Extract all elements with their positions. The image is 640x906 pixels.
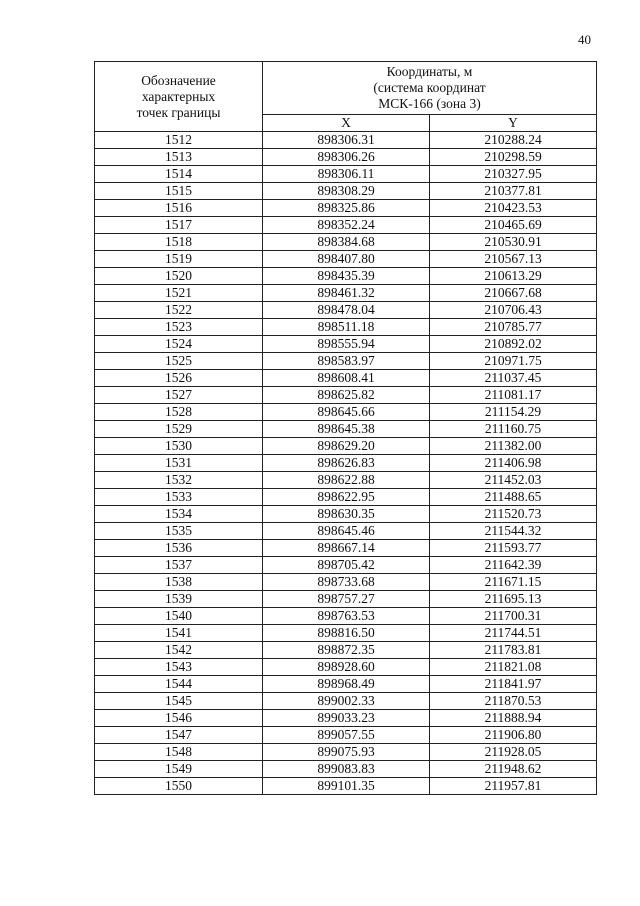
- table-row: [95, 574, 597, 591]
- y-coordinate-cell: 210327.95: [430, 166, 597, 183]
- point-id-cell: 1522: [95, 302, 263, 319]
- point-id-cell: 1523: [95, 319, 263, 336]
- y-coordinate-cell: 211154.29: [430, 404, 597, 421]
- x-coordinate-cell: 898733.68: [263, 574, 430, 591]
- y-coordinate-cell: 210530.91: [430, 234, 597, 251]
- x-coordinate-cell: 898968.49: [263, 676, 430, 693]
- x-coordinate-cell: 899033.23: [263, 710, 430, 727]
- header-coordinates-line-3: МСК-166 (зона 3): [378, 96, 481, 111]
- y-coordinate-cell: 210971.75: [430, 353, 597, 370]
- point-id-cell: 1528: [95, 404, 263, 421]
- y-coordinate-cell: 210298.59: [430, 149, 597, 166]
- y-coordinate-cell: 210613.29: [430, 268, 597, 285]
- y-coordinate-cell: 211841.97: [430, 676, 597, 693]
- x-coordinate-cell: 898435.39: [263, 268, 430, 285]
- y-coordinate-cell: 210423.53: [430, 200, 597, 217]
- table-row: [95, 489, 597, 506]
- point-id-cell: 1531: [95, 455, 263, 472]
- table-row: [95, 421, 597, 438]
- x-coordinate-cell: 898645.46: [263, 523, 430, 540]
- point-id-cell: 1515: [95, 183, 263, 200]
- point-id-cell: 1529: [95, 421, 263, 438]
- coordinates-table: [94, 61, 597, 795]
- x-coordinate-cell: 898763.53: [263, 608, 430, 625]
- x-coordinate-cell: 898667.14: [263, 540, 430, 557]
- header-x: X: [263, 115, 430, 132]
- y-coordinate-cell: 211488.65: [430, 489, 597, 506]
- table-row: [95, 625, 597, 642]
- y-coordinate-cell: 210377.81: [430, 183, 597, 200]
- y-coordinate-cell: 210785.77: [430, 319, 597, 336]
- x-coordinate-cell: 898622.95: [263, 489, 430, 506]
- y-coordinate-cell: 210892.02: [430, 336, 597, 353]
- point-id-cell: 1547: [95, 727, 263, 744]
- y-coordinate-cell: 211544.32: [430, 523, 597, 540]
- page-number: 40: [578, 32, 591, 47]
- point-id-cell: 1536: [95, 540, 263, 557]
- table-row: [95, 693, 597, 710]
- y-coordinate-cell: 211642.39: [430, 557, 597, 574]
- point-id-cell: 1517: [95, 217, 263, 234]
- table-row: [95, 744, 597, 761]
- x-coordinate-cell: 898555.94: [263, 336, 430, 353]
- y-coordinate-cell: 210667.68: [430, 285, 597, 302]
- table-row: [95, 778, 597, 795]
- x-coordinate-cell: 898872.35: [263, 642, 430, 659]
- x-coordinate-cell: 898583.97: [263, 353, 430, 370]
- y-coordinate-cell: 211160.75: [430, 421, 597, 438]
- table-row: [95, 285, 597, 302]
- table-row: [95, 591, 597, 608]
- y-coordinate-cell: 210706.43: [430, 302, 597, 319]
- table-row: [95, 132, 597, 149]
- y-coordinate-cell: 211928.05: [430, 744, 597, 761]
- point-id-cell: 1537: [95, 557, 263, 574]
- point-id-cell: 1527: [95, 387, 263, 404]
- y-coordinate-cell: 211744.51: [430, 625, 597, 642]
- table-row: [95, 166, 597, 183]
- x-coordinate-cell: 898757.27: [263, 591, 430, 608]
- table-row: [95, 506, 597, 523]
- x-coordinate-cell: 899002.33: [263, 693, 430, 710]
- y-coordinate-cell: 211452.03: [430, 472, 597, 489]
- table-row: [95, 251, 597, 268]
- x-coordinate-cell: 898306.31: [263, 132, 430, 149]
- table-row: [95, 676, 597, 693]
- header-designation-line-3: точек границы: [136, 104, 221, 120]
- x-coordinate-cell: 898816.50: [263, 625, 430, 642]
- y-coordinate-cell: 211888.94: [430, 710, 597, 727]
- point-id-cell: 1533: [95, 489, 263, 506]
- y-coordinate-cell: 211081.17: [430, 387, 597, 404]
- point-id-cell: 1525: [95, 353, 263, 370]
- point-id-cell: 1519: [95, 251, 263, 268]
- table-row: [95, 523, 597, 540]
- y-coordinate-cell: 211700.31: [430, 608, 597, 625]
- point-id-cell: 1535: [95, 523, 263, 540]
- point-id-cell: 1546: [95, 710, 263, 727]
- y-coordinate-cell: 210567.13: [430, 251, 597, 268]
- x-coordinate-cell: 898511.18: [263, 319, 430, 336]
- x-coordinate-cell: 898608.41: [263, 370, 430, 387]
- table-row: [95, 659, 597, 676]
- y-coordinate-cell: 210465.69: [430, 217, 597, 234]
- header-designation: [95, 62, 263, 132]
- point-id-cell: 1534: [95, 506, 263, 523]
- point-id-cell: 1542: [95, 642, 263, 659]
- point-id-cell: 1544: [95, 676, 263, 693]
- table-row: [95, 608, 597, 625]
- point-id-cell: 1539: [95, 591, 263, 608]
- x-coordinate-cell: 898325.86: [263, 200, 430, 217]
- point-id-cell: 1549: [95, 761, 263, 778]
- table-row: [95, 710, 597, 727]
- x-coordinate-cell: 898478.04: [263, 302, 430, 319]
- header-coordinates-line-1: Координаты, м: [386, 64, 473, 79]
- x-coordinate-cell: 898629.20: [263, 438, 430, 455]
- x-coordinate-cell: 898645.66: [263, 404, 430, 421]
- table-row: [95, 183, 597, 200]
- y-coordinate-cell: 211957.81: [430, 778, 597, 795]
- x-coordinate-cell: 898645.38: [263, 421, 430, 438]
- table-row: [95, 353, 597, 370]
- point-id-cell: 1521: [95, 285, 263, 302]
- header-designation-line-2: характерных: [141, 88, 216, 104]
- x-coordinate-cell: 899075.93: [263, 744, 430, 761]
- y-coordinate-cell: 211520.73: [430, 506, 597, 523]
- y-coordinate-cell: 211671.15: [430, 574, 597, 591]
- table-row: [95, 336, 597, 353]
- table-row: [95, 642, 597, 659]
- x-coordinate-cell: 898626.83: [263, 455, 430, 472]
- point-id-cell: 1518: [95, 234, 263, 251]
- x-coordinate-cell: 899083.83: [263, 761, 430, 778]
- table-row: [95, 217, 597, 234]
- x-coordinate-cell: 898625.82: [263, 387, 430, 404]
- y-coordinate-cell: 211906.80: [430, 727, 597, 744]
- table-row: [95, 540, 597, 557]
- x-coordinate-cell: 898630.35: [263, 506, 430, 523]
- y-coordinate-cell: 210288.24: [430, 132, 597, 149]
- point-id-cell: 1540: [95, 608, 263, 625]
- table-row: [95, 438, 597, 455]
- x-coordinate-cell: 898407.80: [263, 251, 430, 268]
- point-id-cell: 1541: [95, 625, 263, 642]
- y-coordinate-cell: 211695.13: [430, 591, 597, 608]
- point-id-cell: 1512: [95, 132, 263, 149]
- table-row: [95, 761, 597, 778]
- point-id-cell: 1530: [95, 438, 263, 455]
- point-id-cell: 1532: [95, 472, 263, 489]
- y-coordinate-cell: 211948.62: [430, 761, 597, 778]
- y-coordinate-cell: 211406.98: [430, 455, 597, 472]
- table-header: [95, 62, 597, 132]
- point-id-cell: 1538: [95, 574, 263, 591]
- point-id-cell: 1548: [95, 744, 263, 761]
- table-row: [95, 200, 597, 217]
- header-coordinates: [263, 62, 597, 115]
- x-coordinate-cell: 898384.68: [263, 234, 430, 251]
- table-row: [95, 149, 597, 166]
- point-id-cell: 1520: [95, 268, 263, 285]
- point-id-cell: 1516: [95, 200, 263, 217]
- x-coordinate-cell: 898352.24: [263, 217, 430, 234]
- y-coordinate-cell: 211382.00: [430, 438, 597, 455]
- table-row: [95, 234, 597, 251]
- table-row: [95, 319, 597, 336]
- x-coordinate-cell: 898306.11: [263, 166, 430, 183]
- point-id-cell: 1545: [95, 693, 263, 710]
- y-coordinate-cell: 211037.45: [430, 370, 597, 387]
- table-row: [95, 404, 597, 421]
- x-coordinate-cell: 899101.35: [263, 778, 430, 795]
- point-id-cell: 1543: [95, 659, 263, 676]
- y-coordinate-cell: 211821.08: [430, 659, 597, 676]
- x-coordinate-cell: 898705.42: [263, 557, 430, 574]
- point-id-cell: 1514: [95, 166, 263, 183]
- header-coordinates-line-2: (система координат: [373, 80, 486, 95]
- x-coordinate-cell: 898928.60: [263, 659, 430, 676]
- header-y: Y: [430, 115, 597, 132]
- table-row: [95, 302, 597, 319]
- point-id-cell: 1526: [95, 370, 263, 387]
- y-coordinate-cell: 211870.53: [430, 693, 597, 710]
- x-coordinate-cell: 898308.29: [263, 183, 430, 200]
- table-row: [95, 455, 597, 472]
- point-id-cell: 1550: [95, 778, 263, 795]
- table-row: [95, 727, 597, 744]
- table-row: [95, 557, 597, 574]
- header-row-top: [95, 62, 597, 115]
- x-coordinate-cell: 898306.26: [263, 149, 430, 166]
- x-coordinate-cell: 898461.32: [263, 285, 430, 302]
- header-designation-line-1: Обозначение: [141, 72, 216, 88]
- y-coordinate-cell: 211783.81: [430, 642, 597, 659]
- table-row: [95, 268, 597, 285]
- table-body: [95, 132, 597, 795]
- point-id-cell: 1524: [95, 336, 263, 353]
- x-coordinate-cell: 899057.55: [263, 727, 430, 744]
- x-coordinate-cell: 898622.88: [263, 472, 430, 489]
- table-row: [95, 472, 597, 489]
- table-row: [95, 387, 597, 404]
- table-row: [95, 370, 597, 387]
- point-id-cell: 1513: [95, 149, 263, 166]
- y-coordinate-cell: 211593.77: [430, 540, 597, 557]
